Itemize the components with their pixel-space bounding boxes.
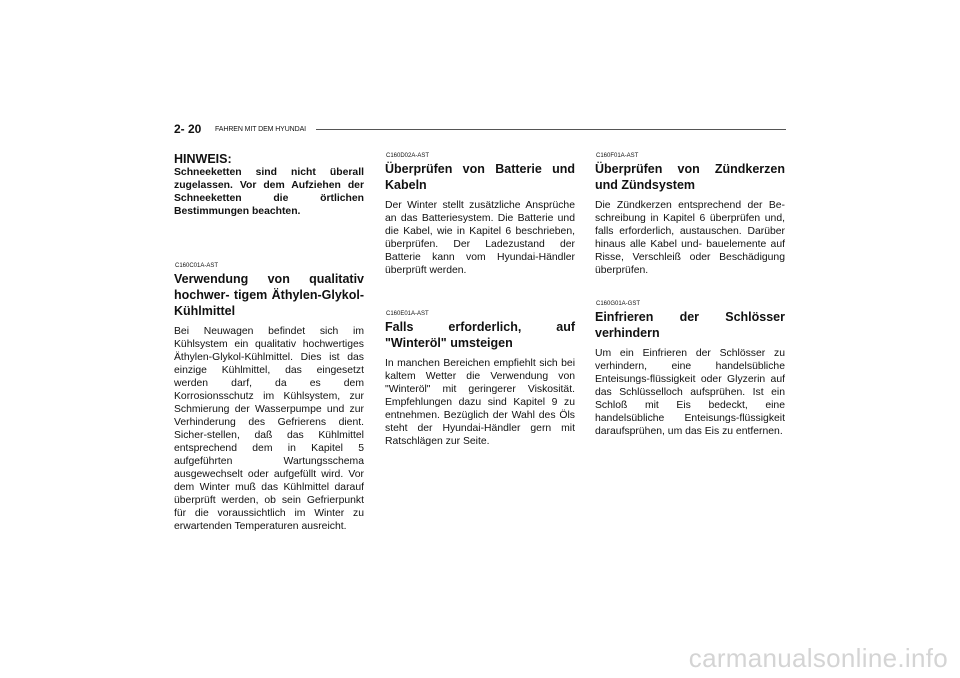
section-spark-plugs	[595, 152, 785, 277]
section-text: Um ein Einfrieren der Schlösser zu verhindern, eine handelsübliche Enteisungs-flüssigkeit oder Glyzerin auf das Schlüsselloch aufsprühen. Ist ein Schloß mit Eis bedeckt, eine handelsübliche Enteisungs-flüssigkeit daraufsprühen, um das Eis zu entfernen.	[595, 348, 785, 437]
section-text: In manchen Bereichen empfiehlt sich bei kaltem Wetter die Verwendung von "Winteröl" mit geringerer Viskosität. Empfehlungen dazu sind Kapitel 9 zu entnehmen. Bezüglich der Wahl des Öls steht der Hyundai-Händler gern mit Ratschlägen zur Seite.	[385, 358, 575, 447]
section-text: Bei Neuwagen befindet sich im Kühlsystem ein qualitativ hochwertiges Äthylen-Glykol-Kühlmittel. Dies ist das einzige Kühlmittel, das eingesetzt werden darf, da es dem Korrosionsschutz im Kühlsystem, zur Schmierung der Wasserpumpe und zur Verhinderung des Gefrierens dient. Sicher-stellen, daß das Kühlmittel entsprechend dem in Kapitel 5 aufgeführten Wartungsschema ausgewechselt oder aufgefüllt wird. Vor dem Winter muß das Kühlmittel darauf überprüft werden, ob sein Gefrierpunkt für die voraussichtlich im Winter zu erwartenden Temperaturen ausreicht.	[174, 326, 364, 532]
section-title: Verwendung von qualitativ hochwer- tigem Äthylen-Glykol-Kühlmittel	[174, 272, 364, 318]
section-text: Der Winter stellt zusätzliche Ansprüche an das Batteriesystem. Die Batterie und die Kabel, wie in Kapitel 6 beschrieben, überprüfen. Der Ladezustand der Batterie kann vom Hyundai-Händler überprüft werden.	[385, 200, 575, 276]
note-heading: HINWEIS:	[174, 152, 232, 166]
section-code: C160G01A-GST	[596, 301, 641, 307]
note-text: Schneeketten sind nicht überall zugelassen. Vor dem Aufziehen der Schneeketten die örtlichen Bestimmungen beachten.	[174, 167, 364, 217]
header-rule	[316, 129, 786, 130]
section-code: C160C01A-AST	[175, 263, 219, 269]
section-title: Überprüfen von Zündkerzen und Zündsystem	[595, 162, 785, 192]
section-title: Einfrieren der Schlösser verhindern	[595, 310, 785, 340]
section-code: C160E01A-AST	[386, 311, 429, 317]
section-code: C160D02A-AST	[386, 153, 430, 159]
chapter-title: FAHREN MIT DEM HYUNDAI	[215, 126, 307, 133]
section-text: Die Zündkerzen entsprechend der Be-schreibung in Kapitel 6 überprüfen und, falls erforderlich, austauschen. Darüber hinaus alle Kabel und- bauelemente auf Risse, Verschleiß oder Beschädigung überprüfen.	[595, 200, 785, 276]
section-title: Falls erforderlich, auf "Winteröl" umsteigen	[385, 320, 575, 350]
page-header	[174, 123, 786, 137]
section-coolant	[174, 262, 364, 533]
page-number: 2- 20	[174, 122, 202, 136]
section-locks	[595, 300, 785, 438]
watermark: carmanualsonline.info	[688, 643, 948, 673]
section-battery	[385, 152, 575, 277]
section-winter-oil	[385, 310, 575, 448]
note-box	[174, 152, 364, 218]
section-code: C160F01A-AST	[596, 153, 639, 159]
section-title: Überprüfen von Batterie und Kabeln	[385, 162, 575, 192]
